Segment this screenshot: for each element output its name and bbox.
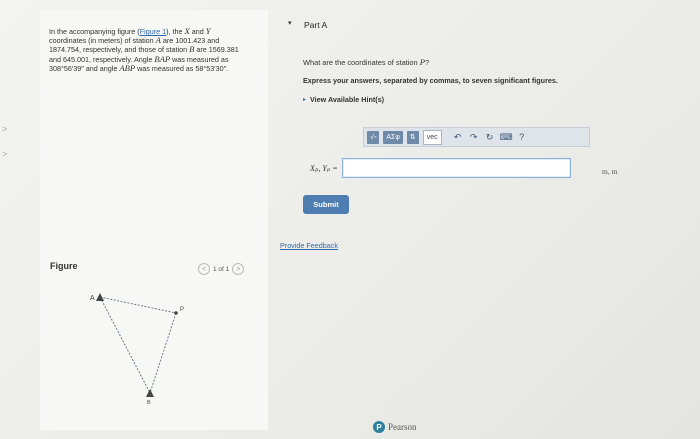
- pearson-logo-icon: P: [373, 421, 385, 433]
- redo-icon[interactable]: ↷: [469, 131, 478, 142]
- pearson-footer: [373, 421, 417, 433]
- figure-link[interactable]: Figure 1: [139, 27, 167, 36]
- reset-icon[interactable]: ↻: [485, 131, 494, 142]
- pager-count: 1 of 1: [213, 265, 230, 273]
- traverse-figure: [87, 290, 197, 405]
- line-a-b: [100, 297, 150, 393]
- figure-pager: [198, 263, 244, 275]
- provide-feedback-link[interactable]: Provide Feedback: [280, 241, 338, 250]
- collapse-toggle-icon[interactable]: ▾: [288, 20, 292, 27]
- part-title[interactable]: Part A: [304, 20, 328, 30]
- edge-arrow-icon[interactable]: >: [2, 124, 8, 134]
- answer-label: Xₚ, Yₚ =: [310, 163, 338, 173]
- answer-row: [310, 158, 571, 178]
- view-hints-link[interactable]: ▸ View Available Hint(s): [303, 95, 385, 104]
- arrows-button[interactable]: ⇅: [407, 131, 419, 144]
- line-a-p: [100, 297, 176, 313]
- figure-heading: Figure: [50, 261, 78, 271]
- vector-button[interactable]: vec: [423, 130, 442, 145]
- question-text: What are the coordinates of station P?: [303, 57, 430, 67]
- label-b: B: [147, 400, 151, 405]
- greek-symbols-button[interactable]: ΑΣφ: [383, 131, 403, 144]
- keyboard-icon[interactable]: ⌨: [499, 131, 513, 142]
- problem-statement: In the accompanying figure (Figure 1), the X and Y coordinates (in meters) of station A are 1001.423 and 1874.754, respectively, and those of station B are 1569.381 and 645.001, respectively. Angle BAP was measured as 308°56′39″ and angle ABP was measured as 58°53′30″.: [49, 26, 239, 73]
- station-p-marker: [174, 311, 178, 315]
- submit-button[interactable]: Submit: [303, 195, 349, 214]
- next-figure-button[interactable]: >: [232, 263, 244, 275]
- answer-input[interactable]: [342, 158, 571, 178]
- math-toolbar: [363, 127, 590, 147]
- station-b-marker: [146, 389, 154, 397]
- label-p: P: [180, 307, 185, 313]
- prev-figure-button[interactable]: <: [198, 263, 210, 275]
- station-a-marker: [96, 293, 104, 301]
- label-a: A: [90, 295, 95, 302]
- units-label: m, m: [602, 167, 618, 176]
- pearson-brand: Pearson: [388, 422, 417, 432]
- sqrt-template-button[interactable]: √▫: [367, 131, 379, 144]
- edge-arrow-icon[interactable]: >: [2, 149, 8, 159]
- undo-icon[interactable]: ↶: [453, 131, 462, 142]
- part-panel: [275, 0, 700, 439]
- help-icon[interactable]: ?: [519, 132, 525, 142]
- problem-panel: [40, 10, 268, 430]
- answer-instructions: Express your answers, separated by commas, to seven significant figures.: [303, 76, 558, 85]
- expand-arrow-icon: ▸: [303, 97, 307, 103]
- line-p-b: [150, 313, 176, 393]
